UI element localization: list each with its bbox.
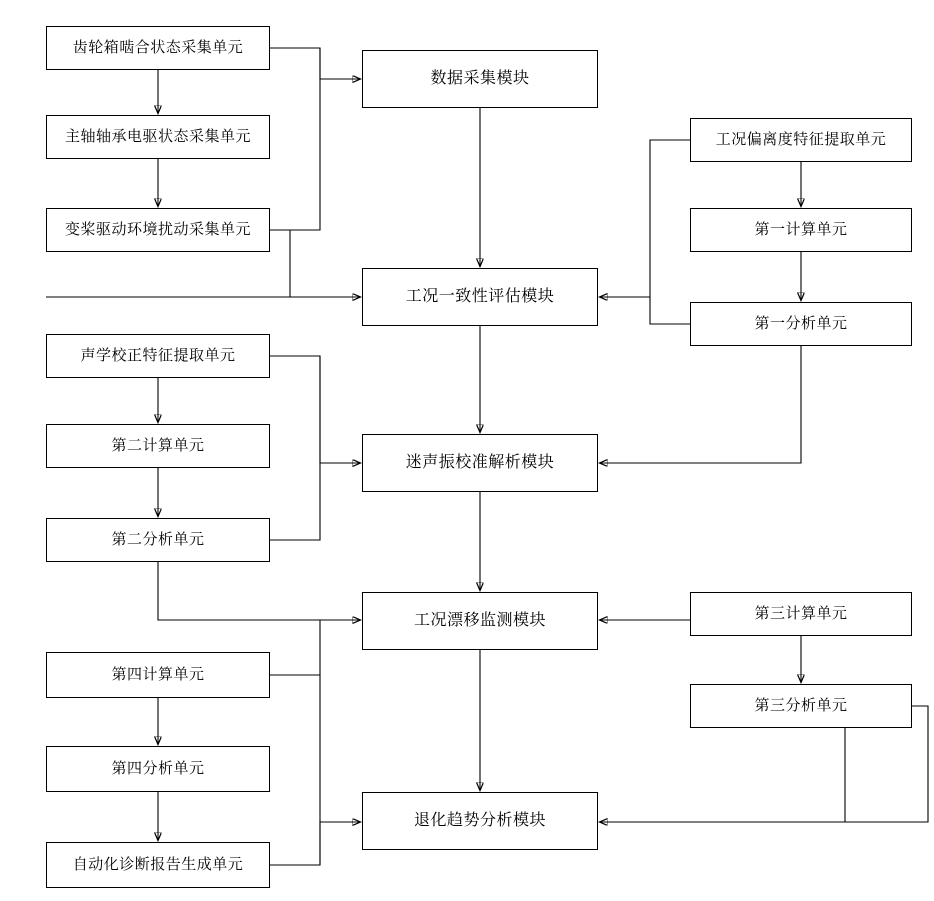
node-condition-drift-monitoring-module[interactable] (362, 592, 598, 650)
node-gearbox-mesh-state-acquisition-unit[interactable] (46, 26, 270, 70)
node-label: 第二计算单元 (111, 437, 205, 454)
node-data-acquisition-module[interactable] (362, 50, 598, 108)
node-label: 声学校正特征提取单元 (80, 347, 236, 364)
node-label: 第四分析单元 (111, 760, 205, 777)
node-label: 数据采集模块 (430, 70, 530, 88)
node-pitch-drive-environment-disturbance-acquisition-unit[interactable] (46, 208, 270, 252)
link-n1-n4 (270, 48, 360, 79)
node-second-calculation-unit[interactable] (46, 424, 270, 468)
node-first-analysis-unit[interactable] (690, 302, 912, 346)
node-acoustic-correction-feature-extraction-unit[interactable] (46, 334, 270, 378)
node-condition-consistency-evaluation-module[interactable] (362, 268, 598, 326)
node-label: 工况偏离度特征提取单元 (715, 131, 887, 148)
node-third-calculation-unit[interactable] (690, 592, 912, 636)
node-label: 自动化诊断报告生成单元 (72, 856, 244, 873)
node-automated-diagnostic-report-generation-unit[interactable] (46, 842, 270, 888)
node-label: 退化趋势分析模块 (413, 812, 546, 830)
node-label: 齿轮箱啮合状态采集单元 (72, 39, 244, 56)
link-left-n8 (270, 230, 360, 297)
node-label: 迷声振校准解析模块 (405, 454, 555, 472)
link-n11-bus (270, 356, 320, 540)
link-n11-n13 (158, 562, 360, 620)
node-label: 变桨驱动环境扰动采集单元 (64, 221, 251, 238)
node-acoustic-vibration-calibration-analysis-module[interactable] (362, 434, 598, 492)
node-first-calculation-unit[interactable] (690, 208, 912, 252)
node-label: 第三计算单元 (754, 605, 848, 622)
node-main-shaft-bearing-drive-state-acquisition-unit[interactable] (46, 115, 270, 159)
link-n18-n19 (270, 822, 360, 865)
node-label: 第四计算单元 (111, 666, 205, 683)
node-label: 第二分析单元 (111, 531, 205, 548)
link-n7-n12 (600, 346, 801, 463)
node-label: 工况一致性评估模块 (405, 288, 555, 306)
link-n9-n12 (270, 356, 360, 463)
link-n16-bus (270, 620, 320, 675)
node-label: 第三分析单元 (754, 697, 848, 714)
node-degradation-trend-analysis-module[interactable] (362, 792, 598, 850)
node-label: 第一分析单元 (754, 315, 848, 332)
node-fourth-analysis-unit[interactable] (46, 746, 270, 792)
link-n5-n8 (600, 140, 690, 297)
node-label: 第一计算单元 (754, 221, 848, 238)
node-label: 工况漂移监测模块 (413, 612, 546, 630)
link-n3-bus (270, 48, 320, 230)
node-condition-deviation-feature-extraction-unit[interactable] (690, 118, 912, 162)
node-label: 主轴轴承电驱状态采集单元 (64, 128, 251, 145)
node-fourth-calculation-unit[interactable] (46, 652, 270, 698)
link-n7-n8 (650, 297, 690, 324)
node-second-analysis-unit[interactable] (46, 518, 270, 562)
node-third-analysis-unit[interactable] (690, 684, 912, 728)
